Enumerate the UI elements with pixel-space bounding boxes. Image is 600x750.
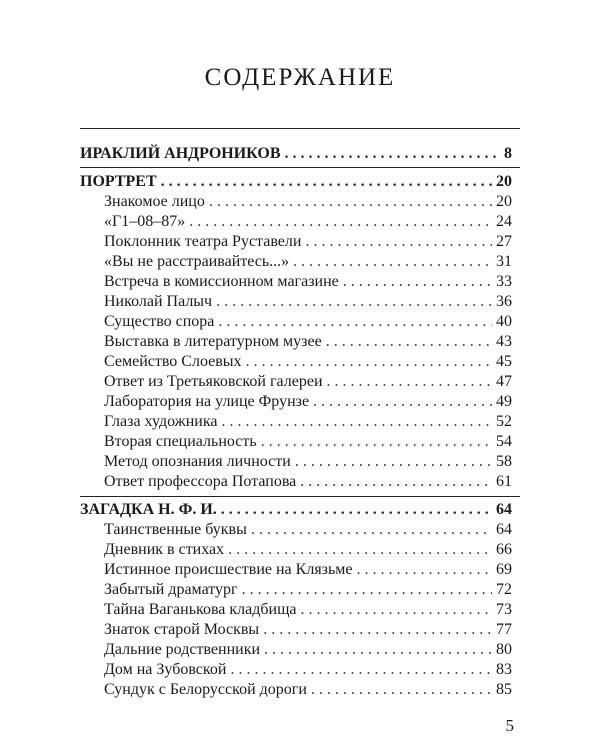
toc-section[interactable] [80, 500, 512, 520]
toc-section-title: ИРАКЛИЙ АНДРОНИКОВ [80, 145, 281, 162]
leader-dots [327, 372, 493, 392]
leader-dots [230, 660, 492, 680]
leader-dots [293, 252, 492, 272]
toc-entry-page: 58 [496, 453, 512, 470]
toc-entry-title: Сундук с Белорусской дороги [104, 681, 307, 698]
page-title: СОДЕРЖАНИЕ [204, 64, 396, 91]
toc-entry-title: Вторая специальность [104, 433, 257, 450]
divider [80, 496, 520, 497]
toc-entry-title: Знакомое лицо [104, 193, 205, 210]
toc-entry-title: Таинственные буквы [104, 521, 247, 538]
toc-entry-title: Существо спора [104, 313, 215, 330]
toc-section-title: ПОРТРЕТ [80, 173, 157, 190]
leader-dots [357, 560, 492, 580]
toc-entry-title: «Вы не расстраивайтесь...» [104, 253, 290, 270]
toc-entry-title: Дневник в стихах [104, 541, 225, 558]
toc-entry[interactable] [104, 292, 512, 312]
toc-entry-page: 73 [496, 601, 512, 618]
toc-entry-page: 54 [496, 433, 512, 450]
toc-entry-title: Дом на Зубовской [104, 661, 227, 678]
toc-entry-title: Ответ из Третьяковской галереи [104, 373, 323, 390]
toc-section-page: 8 [504, 145, 512, 162]
toc-entry[interactable] [104, 232, 512, 252]
toc-entry-page: 66 [496, 541, 512, 558]
leader-dots [343, 272, 492, 292]
toc-entry[interactable] [104, 472, 512, 492]
toc-entry-page: 27 [496, 233, 512, 250]
toc-entry-page: 49 [496, 393, 512, 410]
toc-entry[interactable] [104, 660, 512, 680]
toc-entry-page: 43 [496, 333, 512, 350]
toc-entry-title: Истинное происшествие на Клязьме [104, 561, 353, 578]
leader-dots [189, 212, 492, 232]
leader-dots [218, 312, 492, 332]
toc-entry[interactable] [104, 560, 512, 580]
toc-entry-page: 72 [496, 581, 512, 598]
leader-dots [295, 452, 492, 472]
toc-entry[interactable] [104, 192, 512, 212]
toc-entry-title: Тайна Ваганькова кладбища [104, 601, 297, 618]
leader-dots [261, 432, 492, 452]
leader-dots [284, 144, 500, 164]
leader-dots [301, 600, 492, 620]
toc-entry[interactable] [104, 392, 512, 412]
toc-section[interactable] [80, 144, 512, 164]
toc-entry[interactable] [104, 640, 512, 660]
toc-entry[interactable] [104, 332, 512, 352]
leader-dots [311, 680, 492, 700]
toc-entry-page: 83 [496, 661, 512, 678]
toc-entry-page: 47 [496, 373, 512, 390]
toc-entry-page: 24 [496, 213, 512, 230]
divider [80, 128, 520, 129]
leader-dots [305, 232, 492, 252]
toc-entry-page: 31 [496, 253, 512, 270]
leader-dots [264, 640, 492, 660]
leader-dots [251, 520, 492, 540]
toc-entry-title: Глаза художника [104, 413, 218, 430]
toc-entry-page: 52 [496, 413, 512, 430]
toc-section[interactable] [80, 172, 512, 192]
toc-entry[interactable] [104, 452, 512, 472]
toc-entry[interactable] [104, 272, 512, 292]
toc-entry[interactable] [104, 540, 512, 560]
toc-entry-title: Семейство Слоевых [104, 353, 242, 370]
toc-entry-page: 64 [496, 521, 512, 538]
toc-entry-page: 69 [496, 561, 512, 578]
toc-entry-page: 40 [496, 313, 512, 330]
toc-section-page: 20 [496, 173, 512, 190]
toc-entry[interactable] [104, 212, 512, 232]
divider [80, 167, 520, 168]
toc-entry-page: 77 [496, 621, 512, 638]
toc-entry[interactable] [104, 352, 512, 372]
toc-entry[interactable] [104, 680, 512, 700]
leader-dots [242, 580, 492, 600]
leader-dots [326, 332, 492, 352]
leader-dots [263, 620, 492, 640]
toc-entry[interactable] [104, 252, 512, 272]
toc-entry-title: Знаток старой Москвы [104, 621, 260, 638]
leader-dots [221, 500, 492, 520]
toc-entry-page: 33 [496, 273, 512, 290]
leader-dots [161, 172, 492, 192]
toc-entry-title: Лаборатория на улице Фрунзе [104, 393, 310, 410]
toc-entry[interactable] [104, 620, 512, 640]
toc-entry-title: Поклонник театра Руставели [104, 233, 302, 250]
toc-section-title: ЗАГАДКА Н. Ф. И. [80, 501, 217, 518]
toc-entry[interactable] [104, 600, 512, 620]
toc-entry[interactable] [104, 432, 512, 452]
leader-dots [209, 192, 492, 212]
toc-section-page: 64 [496, 501, 512, 518]
toc-entry-title: Встреча в комиссионном магазине [104, 273, 339, 290]
toc-entry-title: Николай Палыч [104, 293, 213, 310]
toc-entry[interactable] [104, 372, 512, 392]
toc-entry-title: Забытый драматург [104, 581, 238, 598]
leader-dots [246, 352, 492, 372]
leader-dots [313, 392, 492, 412]
toc-entry-title: «Г1–08–87» [104, 213, 186, 230]
toc-entry-title: Дальние родственники [104, 641, 261, 658]
toc-entry-page: 45 [496, 353, 512, 370]
toc-entry-page: 85 [496, 681, 512, 698]
toc-entry-page: 36 [496, 293, 512, 310]
toc-entry-title: Метод опознания личности [104, 453, 291, 470]
toc-entry[interactable] [104, 580, 512, 600]
leader-dots [216, 292, 492, 312]
toc-entry[interactable] [104, 312, 512, 332]
toc-entry-page: 20 [496, 193, 512, 210]
page-number: 5 [505, 716, 514, 735]
toc-entry-page: 80 [496, 641, 512, 658]
toc-entry[interactable] [104, 520, 512, 540]
leader-dots [228, 540, 492, 560]
leader-dots [300, 472, 492, 492]
toc-entry-page: 61 [496, 473, 512, 490]
leader-dots [222, 412, 493, 432]
toc-entry-title: Выставка в литературном музее [104, 333, 322, 350]
toc-entry[interactable] [104, 412, 512, 432]
toc-entry-title: Ответ профессора Потапова [104, 473, 297, 490]
